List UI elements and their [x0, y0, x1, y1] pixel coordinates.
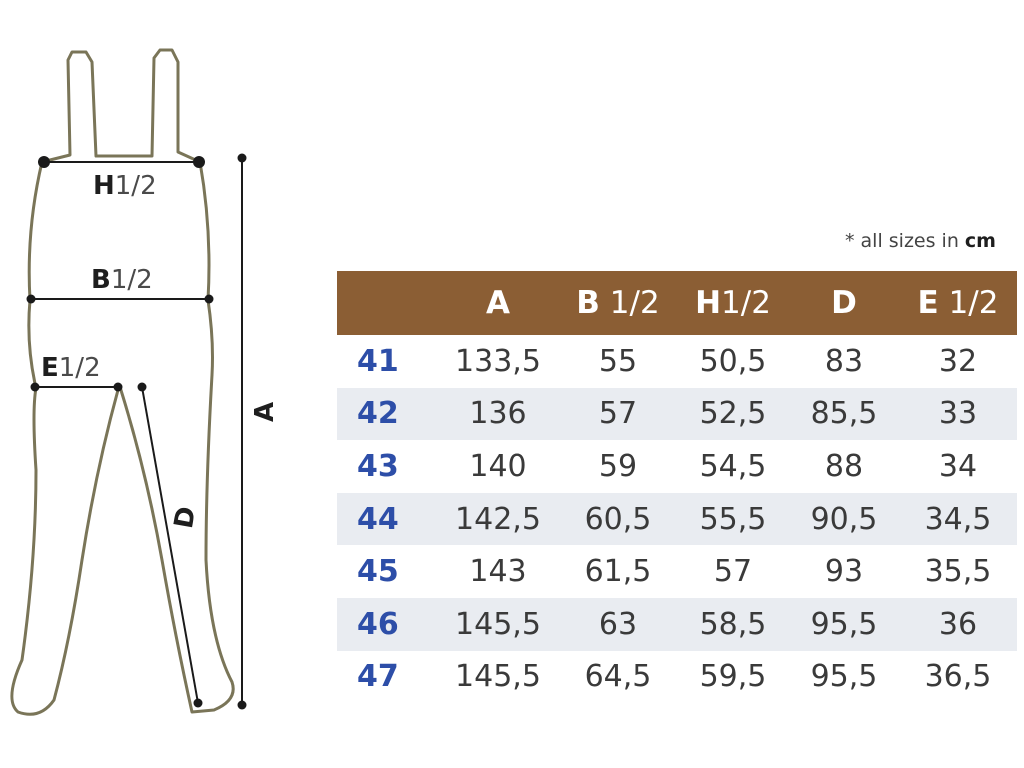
- units-note-prefix: * all sizes in: [845, 230, 965, 252]
- measure-e-cell: 35,5: [924, 554, 992, 590]
- measure-a-cell: 136: [437, 388, 559, 441]
- column-header-d: D: [789, 271, 899, 335]
- measure-a-cell: 140: [469, 448, 527, 484]
- column-header-h: H1/2: [677, 271, 789, 335]
- measure-d-cell: 85,5: [789, 388, 899, 441]
- table-row: [337, 651, 1017, 704]
- measure-a-cell: 142,5: [437, 493, 559, 546]
- measure-d-cell: 90,5: [789, 493, 899, 546]
- measure-e-cell: 34,5: [899, 493, 1017, 546]
- measure-d-cell: 95,5: [810, 659, 878, 695]
- measure-b-cell: 59: [598, 448, 638, 484]
- measure-d-cell: 93: [824, 554, 864, 590]
- column-header-size: [337, 271, 437, 335]
- size-chart-table: [337, 271, 1017, 703]
- table-header-row: [337, 271, 1017, 335]
- measure-a-cell: 143: [469, 554, 527, 590]
- measure-h-cell: 57: [713, 554, 753, 590]
- measure-h-cell: 54,5: [699, 448, 767, 484]
- a-length-label: A: [250, 401, 280, 422]
- measure-h-cell: 55,5: [677, 493, 789, 546]
- table-row: [337, 598, 1017, 651]
- table-row: [337, 545, 1017, 598]
- column-header-e: E 1/2: [899, 271, 1017, 335]
- measure-a-cell: 145,5: [455, 659, 541, 695]
- measure-e-cell: 36: [899, 598, 1017, 651]
- measure-a-cell: 145,5: [437, 598, 559, 651]
- measure-e-cell: 33: [899, 388, 1017, 441]
- units-note-unit: cm: [964, 230, 996, 252]
- measure-e-cell: 36,5: [924, 659, 992, 695]
- table-row: [337, 493, 1017, 546]
- measure-d-cell: 95,5: [789, 598, 899, 651]
- measure-b-cell: 63: [559, 598, 677, 651]
- measure-h-cell: 58,5: [677, 598, 789, 651]
- wader-outline-drawing: [0, 0, 300, 768]
- column-header-a: A: [437, 271, 559, 335]
- measure-b-cell: 57: [559, 388, 677, 441]
- size-cell: 43: [357, 448, 399, 484]
- size-cell: 41: [357, 343, 399, 379]
- size-cell: 45: [357, 554, 399, 590]
- measure-b-cell: 60,5: [559, 493, 677, 546]
- d-length-label: D: [169, 504, 203, 531]
- e-half-label: E1/2: [41, 353, 101, 383]
- size-cell: 47: [357, 659, 399, 695]
- b-half-label: B1/2: [91, 265, 153, 295]
- measure-a-cell: 133,5: [455, 343, 541, 379]
- measure-b-cell: 61,5: [584, 554, 652, 590]
- table-row: [337, 388, 1017, 441]
- measure-d-cell: 83: [824, 343, 864, 379]
- measure-e-cell: 34: [938, 448, 978, 484]
- measure-b-cell: 55: [598, 343, 638, 379]
- size-cell: 42: [337, 388, 437, 441]
- measure-b-cell: 64,5: [584, 659, 652, 695]
- size-cell: 46: [337, 598, 437, 651]
- wader-size-diagram: [0, 0, 300, 768]
- units-note: [845, 230, 996, 252]
- table-body: [337, 335, 1017, 703]
- h-half-label: H1/2: [93, 171, 157, 201]
- table-row: [337, 335, 1017, 388]
- measure-h-cell: 52,5: [677, 388, 789, 441]
- table-row: [337, 440, 1017, 493]
- column-header-b: B 1/2: [559, 271, 677, 335]
- measure-d-cell: 88: [824, 448, 864, 484]
- size-cell: 44: [337, 493, 437, 546]
- measure-h-cell: 59,5: [699, 659, 767, 695]
- measure-h-cell: 50,5: [699, 343, 767, 379]
- measure-e-cell: 32: [938, 343, 978, 379]
